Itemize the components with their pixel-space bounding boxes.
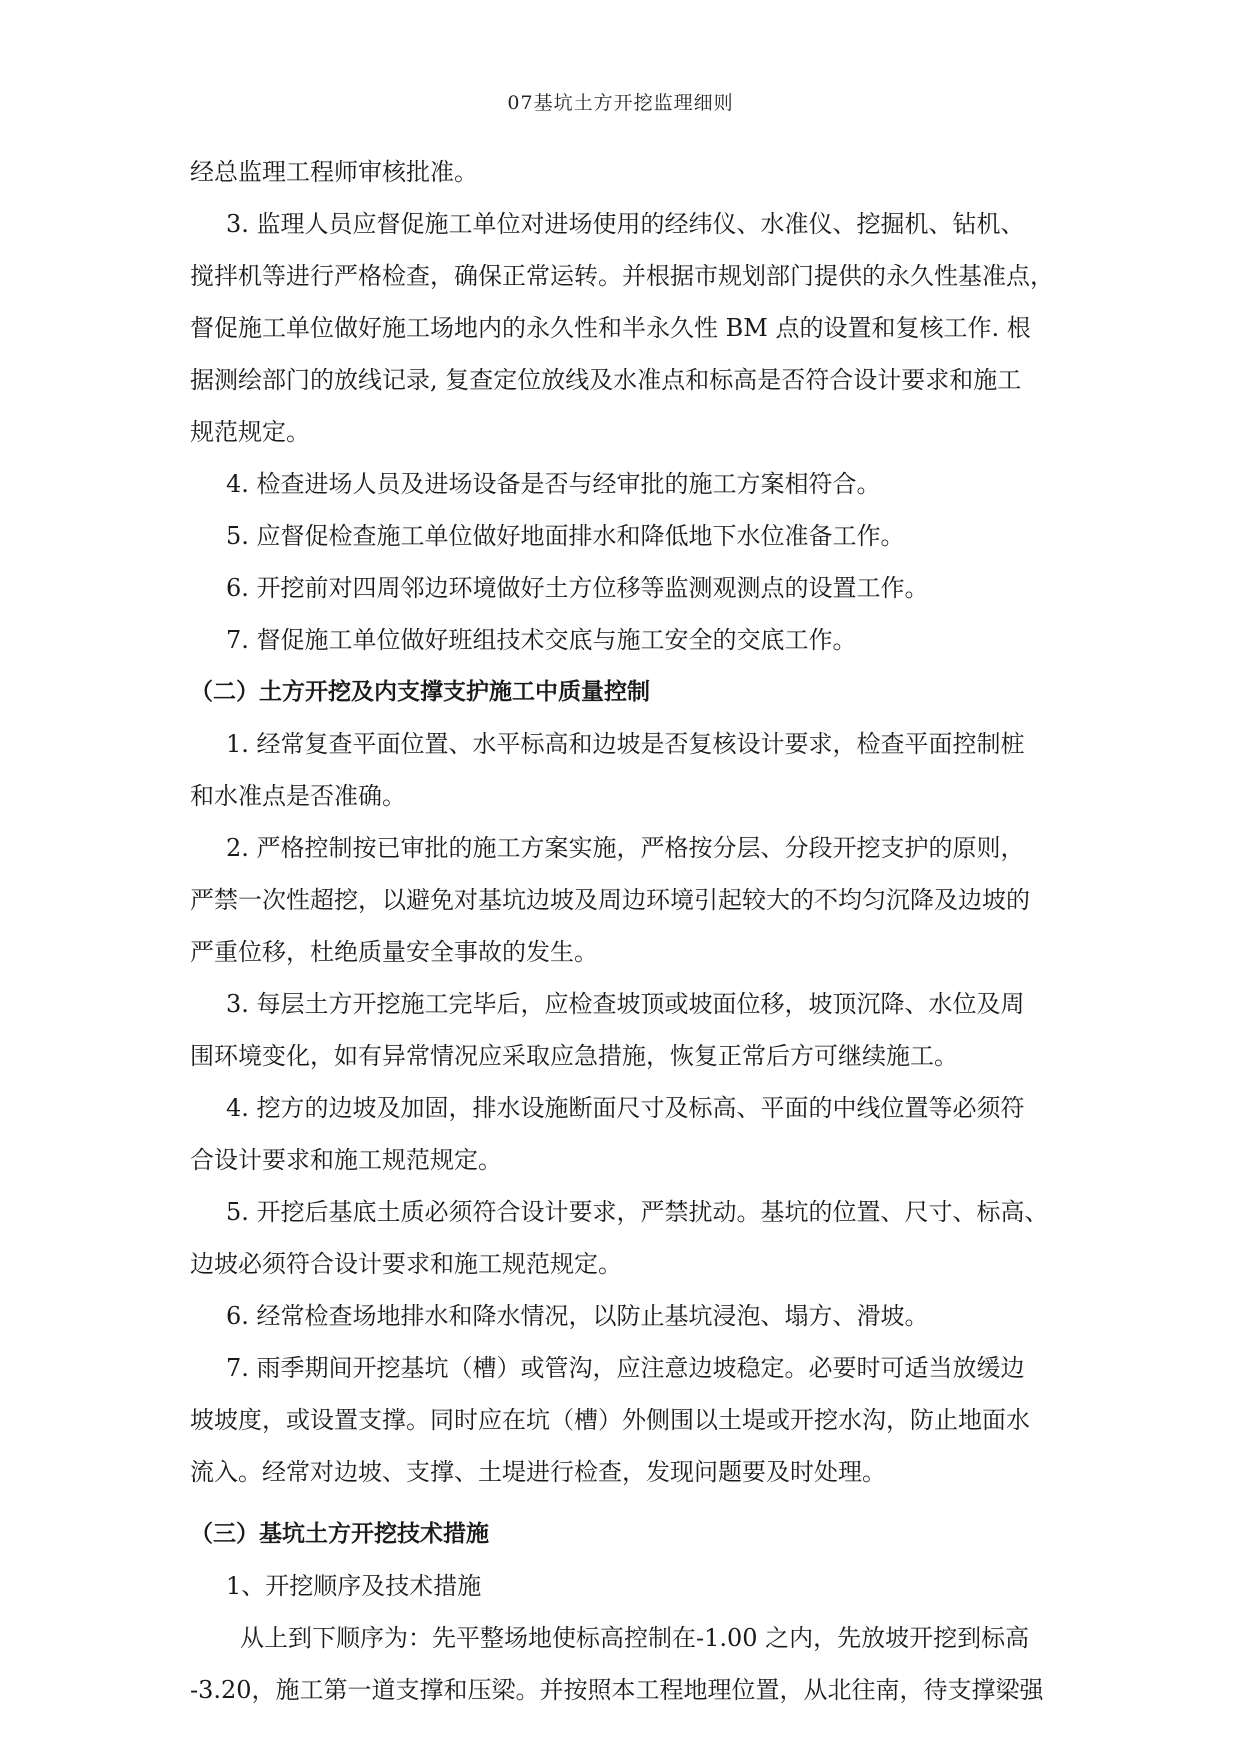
text-line: 经总监理工程师审核批准。 xyxy=(190,158,478,186)
text-line: 据测绘部门的放线记录, 复查定位放线及水准点和标高是否符合设计要求和施工 xyxy=(190,366,1022,394)
text-line: 督促施工单位做好施工场地内的永久性和半永久性 BM 点的设置和复核工作. 根 xyxy=(190,314,1031,342)
document-body xyxy=(190,146,1060,1716)
text-line: 坡坡度，或设置支撑。同时应在坑（槽）外侧围以土堤或开挖水沟，防止地面水 xyxy=(190,1406,1030,1434)
text-line: 1、开挖顺序及技术措施 xyxy=(226,1572,482,1600)
text-line: 流入。经常对边坡、支撑、土堤进行检查，发现问题要及时处理。 xyxy=(190,1458,886,1486)
text-line: 3. 监理人员应督促施工单位对进场使用的经纬仪、水准仪、挖掘机、钻机、 xyxy=(226,210,1025,238)
text-line: 7. 督促施工单位做好班组技术交底与施工安全的交底工作。 xyxy=(226,626,857,654)
section-heading: （三）基坑土方开挖技术措施 xyxy=(190,1521,489,1547)
text-line: 1. 经常复查平面位置、水平标高和边坡是否复核设计要求，检查平面控制桩 xyxy=(226,730,1025,758)
text-line: 搅拌机等进行严格检查，确保正常运转。并根据市规划部门提供的永久性基准点， xyxy=(190,262,1054,290)
text-line: 4. 挖方的边坡及加固，排水设施断面尺寸及标高、平面的中线位置等必须符 xyxy=(226,1094,1025,1122)
text-line: -3.20，施工第一道支撑和压梁。并按照本工程地理位置，从北往南，待支撑梁强 xyxy=(190,1676,1044,1704)
text-line: 4. 检查进场人员及进场设备是否与经审批的施工方案相符合。 xyxy=(226,470,881,498)
text-line: 6. 经常检查场地排水和降水情况，以防止基坑浸泡、塌方、滑坡。 xyxy=(226,1302,929,1330)
text-line: 规范规定。 xyxy=(190,418,310,446)
text-line: 2. 严格控制按已审批的施工方案实施，严格按分层、分段开挖支护的原则， xyxy=(226,834,1025,862)
text-line: 7. 雨季期间开挖基坑（槽）或管沟，应注意边坡稳定。必要时可适当放缓边 xyxy=(226,1354,1025,1382)
text-line: 严禁一次性超挖，以避免对基坑边坡及周边环境引起较大的不均匀沉降及边坡的 xyxy=(190,886,1030,914)
text-line: 边坡必须符合设计要求和施工规范规定。 xyxy=(190,1250,622,1278)
page-header: 07基坑土方开挖监理细则 xyxy=(507,92,734,114)
text-line: 从上到下顺序为：先平整场地使标高控制在-1.00 之内，先放坡开挖到标高 xyxy=(240,1624,1030,1652)
text-line: 6. 开挖前对四周邻边环境做好土方位移等监测观测点的设置工作。 xyxy=(226,574,929,602)
text-line: 5. 开挖后基底土质必须符合设计要求，严禁扰动。基坑的位置、尺寸、标高、 xyxy=(226,1198,1049,1226)
text-line: 围环境变化，如有异常情况应采取应急措施，恢复正常后方可继续施工。 xyxy=(190,1042,958,1070)
text-line: 3. 每层土方开挖施工完毕后，应检查坡顶或坡面位移，坡顶沉降、水位及周 xyxy=(226,990,1025,1018)
section-heading: （二）土方开挖及内支撑支护施工中质量控制 xyxy=(190,679,650,705)
text-line: 5. 应督促检查施工单位做好地面排水和降低地下水位准备工作。 xyxy=(226,522,905,550)
text-line: 严重位移，杜绝质量安全事故的发生。 xyxy=(190,938,598,966)
text-line: 合设计要求和施工规范规定。 xyxy=(190,1146,502,1174)
text-line: 和水准点是否准确。 xyxy=(190,782,406,810)
